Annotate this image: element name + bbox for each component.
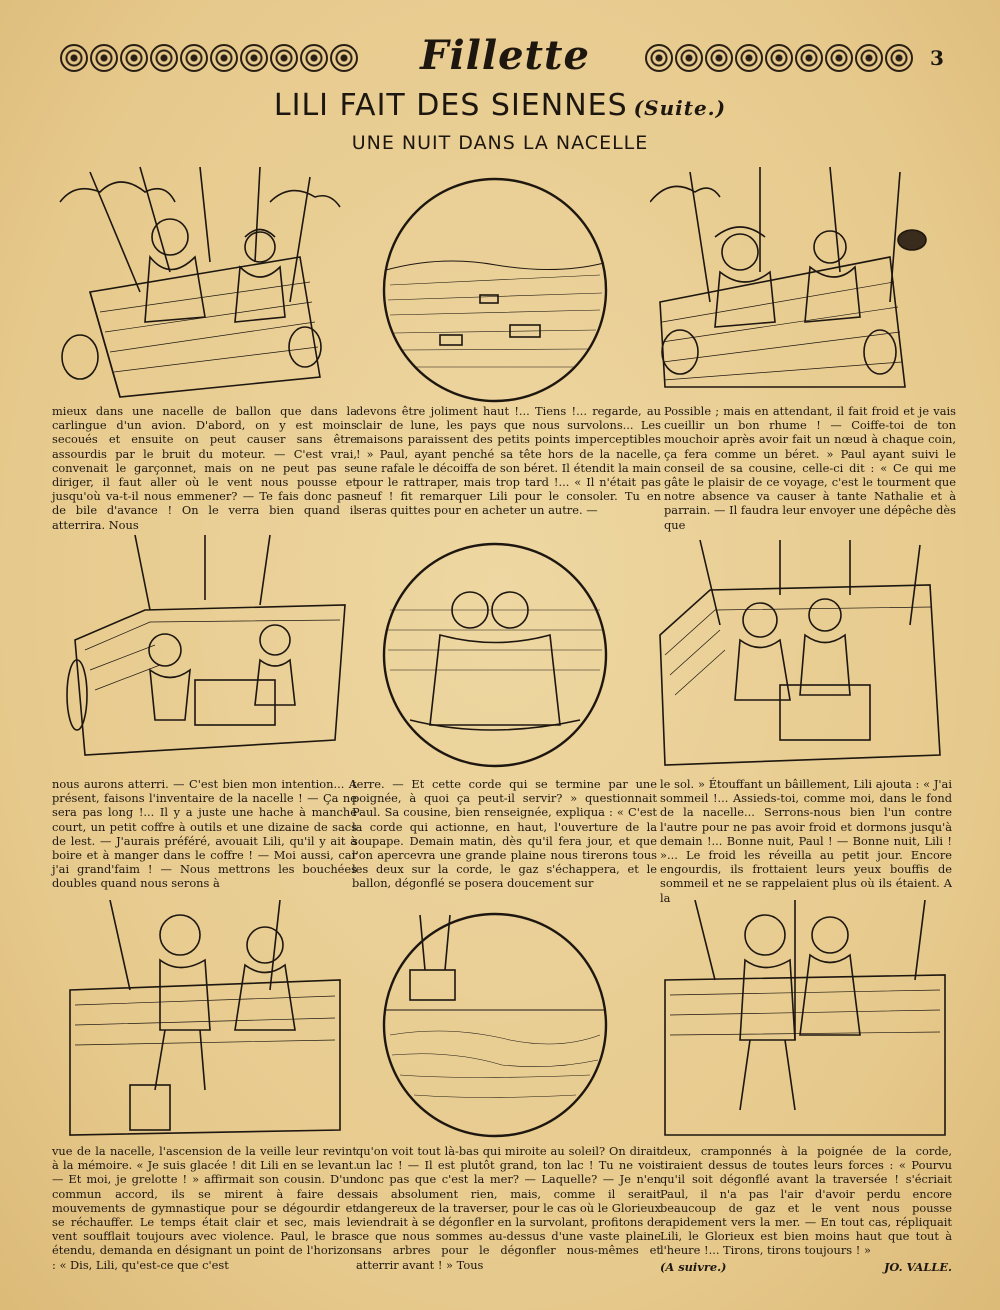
- author-name: JO. VALLE.: [883, 1259, 952, 1274]
- panel-6-sitting-on-box: [650, 535, 950, 775]
- page-header: [60, 32, 944, 79]
- panel-7-exercising: [50, 900, 350, 1140]
- text-row3-col3: [660, 1144, 952, 1274]
- panel-3-windy-basket: [650, 162, 950, 402]
- text-row3-col3-body: deux, cramponnés à la poignée de la corde, tiraient dessus de toutes leurs forces : « Pourvu qu'il soit dégonflé avant la traversée ! s'écriait Paul, il n'a pas l'air d'avoir perdu encore beaucoup de gaz et le vent nous pousse rapidement vers la mer. — En tout cas, répliquait Lili, le Glorieux est bien moins haut que tout à l'heure !... Tirons, tirons toujours ! »: [660, 1144, 952, 1258]
- panel-5-sleeping-children: [380, 540, 610, 770]
- story-title: [0, 88, 1000, 123]
- text-row3-col1: vue de la nacelle, l'ascension de la veille leur revint à la mémoire. « Je suis glacée ! dit Lili en se levant. — Et moi, je grelotte ! » affirmait son cousin. D'un commun accord, ils se mirent à faire des mouvements de gymnastique pour se dégourdir et se réchauffer. Le temps était clair et sec, mais le vent soufflait toujours avec violence. Paul, le bras étendu, demanda en désignant un point de l'horizon : « Dis, Lili, qu'est-ce que c'est: [52, 1144, 357, 1272]
- masthead-logo: Fillette: [420, 32, 590, 79]
- text-row2-col2: terre. — Et cette corde qui se termine par une poignée, à quoi ça peut-il servir? » questionnait Paul. Sa cousine, bien renseignée, expliqua : « C'est la corde qui actionne, en haut, l'ouverture de la soupape. Demain matin, dès qu'il fera jour, et que l'on apercevra une grande plaine nous tirerons tous les deux sur la corde, le gaz s'échappera, et le ballon, dégonflé se posera doucement sur: [352, 777, 657, 891]
- text-row2-col1: nous aurons atterri. — C'est bien mon intention... A présent, faisons l'inventaire de la nacelle ! — Ça ne sera pas long !... Il y a juste une hache à manche court, un petit coffre à outils et une dizaine de sacs de lest. — J'aurais préféré, avouait Lili, qu'il y ait à boire et à manger dans le coffre ! — Moi aussi, car j'ai grand'faim ! — Nous mettrons les bouchées doubles quand nous serons à: [52, 777, 357, 891]
- text-row1-col2: devons être joliment haut !... Tiens !... regarde, au clair de lune, les pays que nous survolons... Les maisons paraissent des petits points imperceptibles ! » Paul, ayant penché sa tête hors de la nacelle, une rafale le décoiffa de son béret. Il étendit la main pour le rattraper, mais trop tard !... « Il n'était pas neuf ! fit remarquer Lili pour le consoler. Tu en seras quittes pour en acheter un autre. —: [356, 404, 661, 518]
- story-subtitle: UNE NUIT DANS LA NACELLE: [351, 132, 649, 154]
- ornament-left: [60, 44, 358, 74]
- panel-1-children-in-basket: [50, 162, 350, 402]
- page-number: 3: [930, 46, 944, 70]
- story-title-text: LILI FAIT DES SIENNES: [273, 88, 628, 123]
- text-row3-col2: qu'on voit tout là-bas qui miroite au soleil? On dirait un lac ! — Il est plutôt grand, ton lac ! Tu ne vois donc pas que c'est la mer? — Laquelle? — Je n'en sais absolument rien, mais, comme il serait dangereux de la traverser, pour le cas où le Glorieux viendrait à se dégonfler en la survolant, profitons de ce que nous sommes au-dessus d'une vaste plaine sans arbres pour le dégonfler nous-mêmes et atterrir avant ! » Tous: [356, 1144, 661, 1272]
- text-row1-col1: mieux dans une nacelle de ballon que dans la carlingue d'un avion. D'abord, on y est moins secoués et ensuite on peut causer sans être assourdis par le bruit du moteur. — C'est vrai, convenait le garçonnet, mais on ne peut pas se diriger, il faut aller où le vent nous pousse et jusqu'où va-t-il nous emmener? — Te fais donc pas de bile d'avance ! On le verra bien quand il atterrira. Nous: [52, 404, 357, 532]
- panel-4-inventory: [55, 530, 355, 770]
- ornament-right: [645, 44, 913, 74]
- panel-9-pulling-rope: [655, 900, 955, 1140]
- panel-2-night-landscape: [380, 175, 610, 405]
- text-row1-col3: Possible ; mais en attendant, il fait froid et je vais cueillir un bon rhume ! — Coiffe-toi de ton mouchoir après avoir fait un nœud à chaque coin, ça fera comme un béret. » Paul ayant suivi le conseil de sa cousine, celle-ci dit : « Ce qui me gâte le plaisir de ce voyage, c'est le tourment que notre absence va causer à tante Nathalie et à parrain. — Il faudra leur envoyer une dépêche dès que: [664, 404, 956, 532]
- continued-label: (A suivre.): [660, 1259, 727, 1274]
- suite-label: (Suite.): [633, 96, 727, 120]
- panel-8-sea-view: [380, 910, 610, 1140]
- text-row2-col3: le sol. » Étouffant un bâillement, Lili ajouta : « J'ai sommeil !... Assieds-toi, comme moi, dans le fond de la nacelle... Serrons-nous bien l'un contre l'autre pour ne pas avoir froid et dormons jusqu'à demain !... Bonne nuit, Paul ! — Bonne nuit, Lili ! »... Le froid les réveilla au petit jour. Encore engourdis, ils frottaient leurs yeux bouffis de sommeil et ne se rappelaient plus où ils étaient. A la: [660, 777, 952, 905]
- story-credit: [660, 1260, 952, 1274]
